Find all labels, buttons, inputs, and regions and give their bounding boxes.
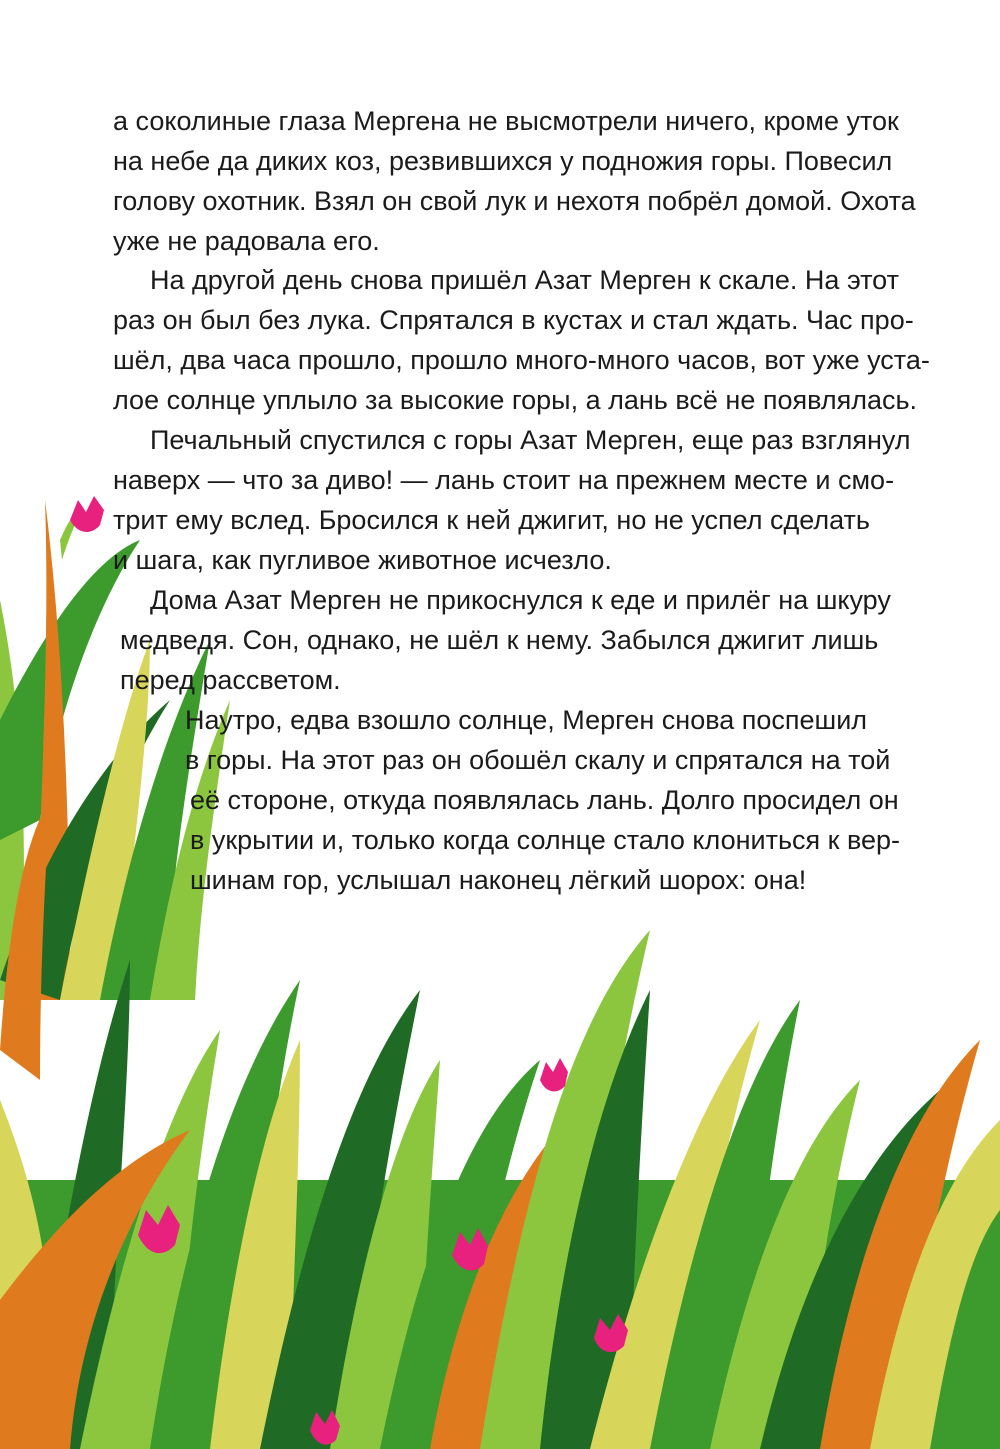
text-line: раз он был без лука. Спрятался в кустах и стал ждать. Час про- bbox=[113, 305, 914, 335]
text-line: в горы. На этот раз он обошёл скалу и спрятался на той bbox=[185, 745, 891, 775]
text-line: наверх — что за диво! — лань стоит на прежнем месте и смо- bbox=[113, 465, 895, 495]
text-line: трит ему вслед. Бросился к ней джигит, но не успел сделать bbox=[113, 505, 870, 535]
text-line: а соколиные глаза Мергена не высмотрели ничего, кроме уток bbox=[113, 106, 899, 136]
text-line: на небе да диких коз, резвившихся у подножия горы. Повесил bbox=[113, 146, 893, 176]
text-line: шинам гор, услышал наконец лёгкий шорох: она! bbox=[190, 865, 807, 895]
text-line: Наутро, едва взошло солнце, Мерген снова поспешил bbox=[185, 705, 868, 735]
text-line: Дома Азат Мерген не прикоснулся к еде и прилёг на шкуру bbox=[150, 585, 891, 615]
text-line: её стороне, откуда появлялась лань. Долго просидел он bbox=[190, 785, 899, 815]
text-line: голову охотник. Взял он свой лук и нехотя побрёл домой. Охота bbox=[113, 186, 916, 216]
text-line: и шага, как пугливое животное исчезло. bbox=[113, 545, 612, 575]
text-line: уже не радовала его. bbox=[113, 226, 380, 256]
text-line: перед рассветом. bbox=[120, 665, 341, 695]
text-line: медведя. Сон, однако, не шёл к нему. Забылся джигит лишь bbox=[120, 625, 879, 655]
text-line: лое солнце уплыло за высокие горы, а лань всё не появлялась. bbox=[113, 385, 918, 415]
text-line: На другой день снова пришёл Азат Мерген к скале. На этот bbox=[150, 265, 899, 295]
text-line: шёл, два часа прошло, прошло много-много часов, вот уже уста- bbox=[113, 345, 930, 375]
text-line: Печальный спустился с горы Азат Мерген, еще раз взглянул bbox=[150, 425, 911, 455]
text-line: в укрытии и, только когда солнце стало клониться к вер- bbox=[190, 825, 901, 855]
